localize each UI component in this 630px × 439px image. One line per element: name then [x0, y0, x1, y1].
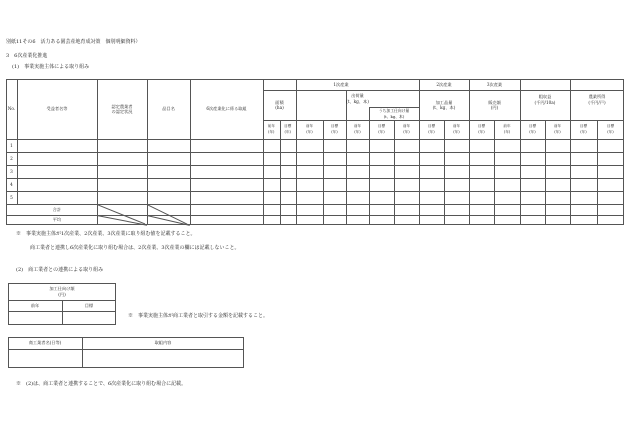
header-target: 目標 (年)	[427, 124, 436, 134]
header-item: 品目名	[162, 106, 175, 112]
header-shipment: 出荷量 (t、kg、本)	[346, 93, 369, 104]
average-label: 平均	[52, 217, 62, 223]
header-target: 目標 (年)	[477, 124, 486, 134]
note-4: ※ (2)は、商工業者と連携することで、6次産業化に取り組む場合に記載。	[16, 381, 187, 387]
row-number: 5	[10, 194, 13, 200]
note-1: ※ 事業実施主体が1次産業、2次産業、3次産業に取り組む値を記載すること。	[16, 231, 196, 237]
header-before: 前年 (年)	[503, 124, 511, 134]
row-number: 1	[10, 142, 13, 148]
row-number: 4	[10, 181, 13, 187]
header-before: 前年 (年)	[402, 124, 411, 134]
total-label: 合計	[52, 206, 62, 212]
header-before: 前年 (年)	[353, 124, 362, 134]
partner-content-header: 取組内容	[154, 340, 172, 346]
header-initiative: 6次産業化に係る取組	[206, 106, 247, 112]
document-title: 別紙11その6 活力ある園芸産地育成対策 個別明細資料）	[6, 39, 141, 45]
header-area: 面積 (ha)	[275, 99, 284, 110]
subsection-heading-2: (2) 商工業者との連携による取り組み	[16, 267, 104, 273]
header-target: 目標 (年)	[284, 124, 292, 134]
header-target: 目標 (年)	[330, 124, 339, 134]
section-heading: 3 6次産業化推進	[6, 53, 48, 59]
header-target: 目標 (年)	[579, 124, 588, 134]
note-2: 商工業者と連携し6次産業化に取り組む場合は、2次産業、3次産業の欄には記載しないこと。	[30, 245, 240, 251]
partner-name-header: 商工業者名(日等)	[28, 340, 62, 346]
row-number: 2	[10, 155, 13, 161]
header-target: 目標 (年)	[528, 124, 537, 134]
header-before: 前年 (年)	[553, 124, 562, 134]
header-gross-profit: 粗収益 (千円/10a)	[534, 94, 556, 105]
header-beneficiary: 受益者名等	[46, 106, 68, 112]
processing-amount-header: 加工仕向け額 (円)	[49, 286, 75, 297]
header-tertiary: 3次産業	[486, 81, 503, 87]
note-3: ※ 事業実施主体が商工業者と取引する金額を記載すること。	[128, 313, 269, 319]
header-no: No.	[7, 106, 16, 112]
header-sales: 販売額 (円)	[488, 99, 501, 110]
header-farm-income: 農業所得 (千円/戸)	[588, 94, 606, 105]
header-target: 目標 (年)	[377, 124, 386, 134]
header-before: 前年 (年)	[267, 124, 275, 134]
header-before: 前年 (年)	[305, 124, 314, 134]
header-certified: 認定農業者 の認定状況	[111, 103, 133, 114]
subsection-heading-1: (1) 事業実施主体による取り組み	[12, 64, 90, 70]
header-before: 前年 (年)	[452, 124, 461, 134]
processing-before-header: 前年	[30, 302, 40, 308]
header-to-processing: うち加工仕向け量 (t、kg、本)	[378, 108, 410, 119]
row-number: 3	[10, 168, 13, 174]
header-processed: 加工品量 (t、kg、本)	[432, 99, 456, 110]
header-primary: 1次産業	[333, 81, 349, 87]
header-target: 目標 (年)	[606, 124, 615, 134]
processing-target-header: 目標	[84, 302, 94, 308]
header-secondary: 2次産業	[436, 81, 452, 87]
